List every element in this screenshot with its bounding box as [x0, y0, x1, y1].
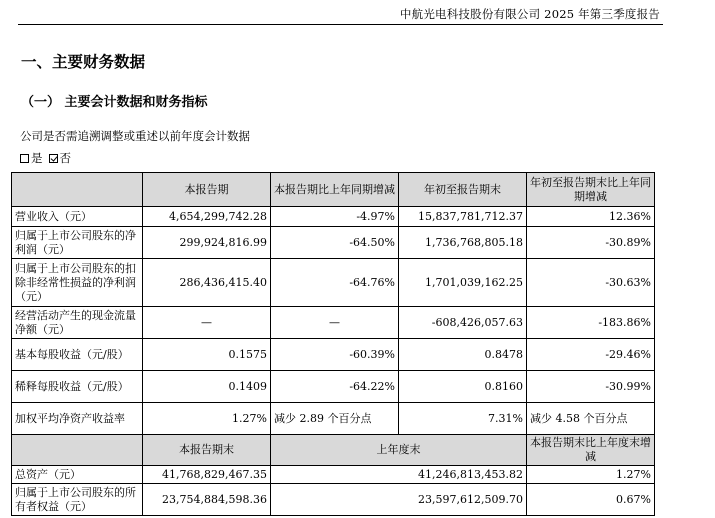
row-label: 稀释每股收益（元/股）: [12, 371, 143, 403]
cell-value: 1,701,039,162.25: [399, 259, 527, 307]
row-label: 归属于上市公司股东的扣除非经常性损益的净利润（元）: [12, 259, 143, 307]
cell-value: -29.46%: [527, 339, 655, 371]
row-label: 归属于上市公司股东的净利润（元）: [12, 227, 143, 259]
checked-box-icon[interactable]: [49, 154, 58, 163]
cell-value: 15,837,781,712.37: [399, 207, 527, 227]
cell-value: 0.8478: [399, 339, 527, 371]
section-subheading: （一） 主要会计数据和财务指标: [21, 95, 208, 110]
option-no-label: 否: [59, 151, 71, 165]
table-row: [12, 339, 655, 371]
row-label: 加权平均净资产收益率: [12, 403, 143, 435]
header-cell: 本报告期末: [143, 435, 271, 466]
cell-value: 7.31%: [399, 403, 527, 435]
header-cell: 本报告期末比上年度末增减: [527, 435, 655, 466]
header-cell: 本报告期: [143, 173, 271, 207]
cell-value: -30.63%: [527, 259, 655, 307]
row-label: 归属于上市公司股东的所有者权益（元）: [12, 484, 143, 516]
cell-value: 1.27%: [527, 466, 655, 484]
cell-value: —: [271, 307, 399, 339]
header-cell-blank: [12, 435, 143, 466]
cell-value: 减少 4.58 个百分点: [527, 403, 655, 435]
option-yes[interactable]: [20, 150, 43, 166]
report-header-title: 中航光电科技股份有限公司 2025 年第三季度报告: [399, 7, 660, 21]
cell-value: 0.1575: [143, 339, 271, 371]
restatement-options: [20, 150, 77, 166]
row-label: 基本每股收益（元/股）: [12, 339, 143, 371]
header-cell-blank: [12, 173, 143, 207]
row-label: 经营活动产生的现金流量净额（元）: [12, 307, 143, 339]
option-no[interactable]: [49, 150, 72, 166]
cell-value: 1.27%: [143, 403, 271, 435]
cell-value: -64.22%: [271, 371, 399, 403]
cell-value: 286,436,415.40: [143, 259, 271, 307]
cell-value: 41,246,813,453.82: [271, 466, 527, 484]
financial-data-table: [11, 172, 655, 516]
cell-value: -183.86%: [527, 307, 655, 339]
cell-value: -30.99%: [527, 371, 655, 403]
cell-value: 23,597,612,509.70: [271, 484, 527, 516]
cell-value: -608,426,057.63: [399, 307, 527, 339]
table-row: [12, 484, 655, 516]
table-row: [12, 307, 655, 339]
cell-value: 0.67%: [527, 484, 655, 516]
table-row: [12, 259, 655, 307]
cell-value: 41,768,829,467.35: [143, 466, 271, 484]
cell-value: -30.89%: [527, 227, 655, 259]
header-cell: 上年度末: [271, 435, 527, 466]
cell-value: 4,654,299,742.28: [143, 207, 271, 227]
table-header-row: [12, 173, 655, 207]
cell-value: -64.50%: [271, 227, 399, 259]
table-row: [12, 227, 655, 259]
balance-header-row: [12, 435, 655, 466]
header-cell: 年初至报告期末比上年同期增减: [527, 173, 655, 207]
table-row: [12, 466, 655, 484]
cell-value: -4.97%: [271, 207, 399, 227]
restatement-question: 公司是否需追溯调整或重述以前年度会计数据: [20, 129, 250, 143]
cell-value: 23,754,884,598.36: [143, 484, 271, 516]
cell-value: 0.1409: [143, 371, 271, 403]
section-heading: 一、主要财务数据: [21, 53, 146, 71]
table-row: [12, 371, 655, 403]
row-label: 营业收入（元）: [12, 207, 143, 227]
cell-value: 减少 2.89 个百分点: [271, 403, 399, 435]
unchecked-box-icon[interactable]: [20, 154, 29, 163]
cell-value: 12.36%: [527, 207, 655, 227]
cell-value: 1,736,768,805.18: [399, 227, 527, 259]
cell-value: -64.76%: [271, 259, 399, 307]
option-yes-label: 是: [31, 151, 43, 165]
cell-value: —: [143, 307, 271, 339]
table-row: [12, 403, 655, 435]
table-row: [12, 207, 655, 227]
header-divider: [18, 24, 663, 25]
cell-value: 0.8160: [399, 371, 527, 403]
row-label: 总资产（元）: [12, 466, 143, 484]
cell-value: -60.39%: [271, 339, 399, 371]
header-cell: 年初至报告期末: [399, 173, 527, 207]
header-cell: 本报告期比上年同期增减: [271, 173, 399, 207]
cell-value: 299,924,816.99: [143, 227, 271, 259]
